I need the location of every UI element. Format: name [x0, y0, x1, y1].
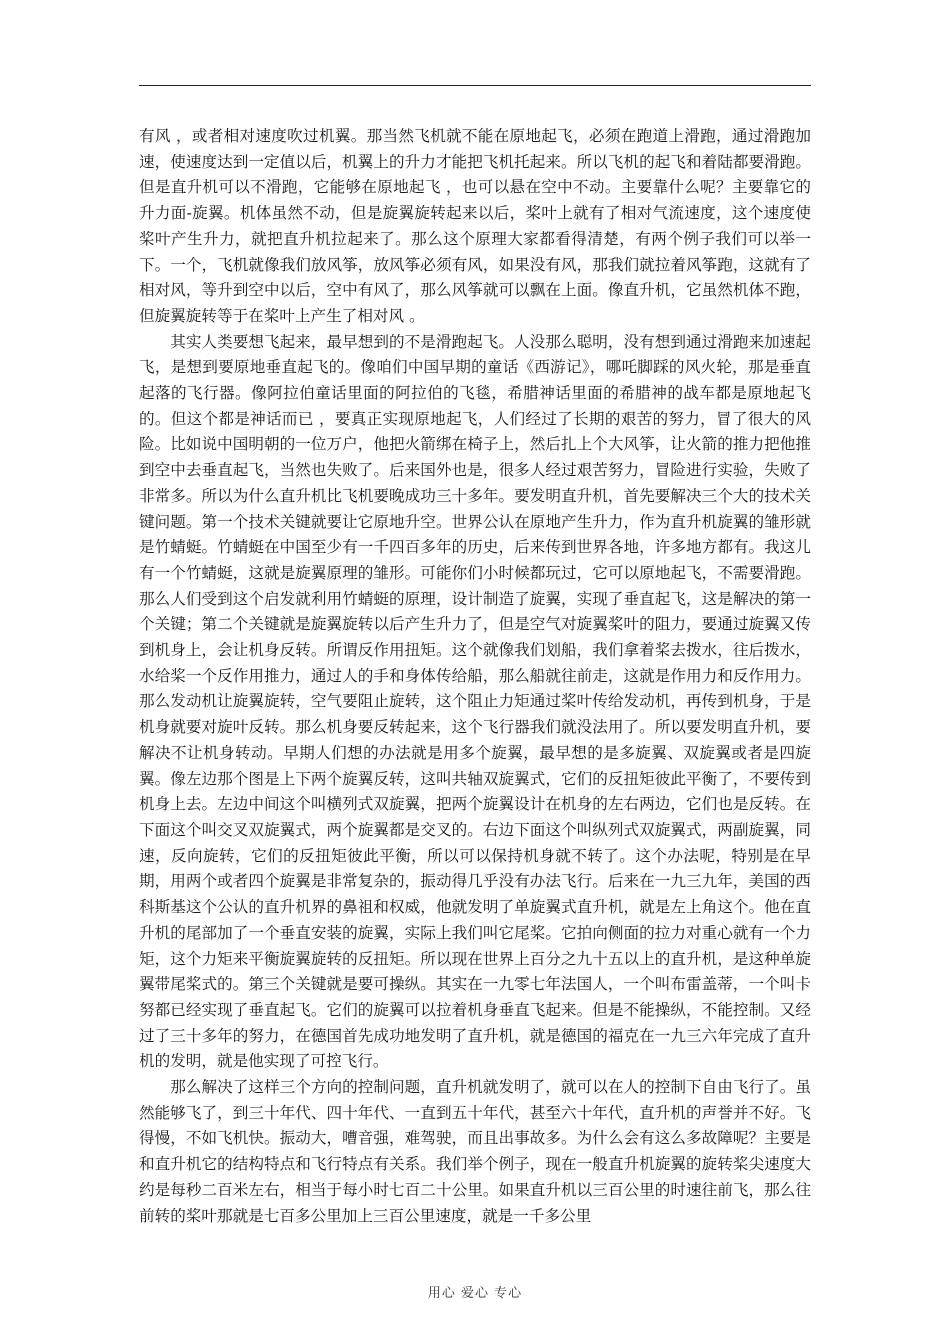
paragraph-2: 其实人类要想飞起来，最早想到的不是滑跑起飞。人没那么聪明，没有想到通过滑跑来加速起飞，是想到要原地垂直起飞的。像咱们中国早期的童话《西游记》，哪吒脚踩的风火轮，那是垂直起落的飞行器。像阿拉伯童话里面的阿拉伯的飞毯，希腊神话里面的希腊神的战车都是原地起飞的。但这个都是神话而已 ，要真正实现原地起飞，人们经过了长期的艰苦的努力，冒了很大的风险。比如说中国明朝的一位万户，他把火箭绑在椅子上，然后扎上个大风筝，让火箭的推力把他推到空中去垂直起飞，当然也失败了。后来国外也是，很多人经过艰苦努力，冒险进行实验，失败了非常多。所以为什么直升机比飞机要晚成功三十多年。要发明直升机，首先要解决三个大的技术关键问题。第一个技术关键就要让它原地升空。世界公认在原地产生升力，作为直升机旋翼的雏形就是竹蜻蜓。竹蜻蜓在中国至少有一千四百多年的历史，后来传到世界各地，许多地方都有。我这儿有一个竹蜻蜓，这就是旋翼原理的雏形。可能你们小时候都玩过，它可以原地起飞，不需要滑跑。那么人们受到这个启发就利用竹蜻蜓的原理，设计制造了旋翼，实现了垂直起飞，这是解决的第一个关键；第二个关键就是旋翼旋转以后产生升力了，但是空气对旋翼桨叶的阻力，要通过旋翼又传到机身上，会让机身反转。所谓反作用扭矩。这个就像我们划船，我们拿着桨去拨水，往后拨水，水给桨一个反作用推力，通过人的手和身体传给船，那么船就往前走，这就是作用力和反作用力。那么发动机让旋翼旋转，空气要阻止旋转，这个阻止力矩通过桨叶传给发动机，再传到机身，于是机身就要对旋叶反转。那么机身要反转起来，这个飞行器我们就没法用了。所以要发明直升机，要解决不让机身转动。早期人们想的办法就是用多个旋翼，最早想的是多旋翼、双旋翼或者是四旋翼。像左边那个图是上下两个旋翼反转，这叫共轴双旋翼式，它们的反扭矩彼此平衡了，不要传到机身上去。左边中间这个叫横列式双旋翼，把两个旋翼设计在机身的左右两边，它们也是反转。在下面这个叫交叉双旋翼式，两个旋翼都是交叉的。右边下面这个叫纵列式双旋翼式，两副旋翼，同速，反向旋转，它们的反扭矩彼此平衡，所以可以保持机身就不转了。这个办法呢，特别是在早期，用两个或者四个旋翼是非常复杂的，振动得几乎没有办法飞行。后来在一九三九年，美国的西科斯基这个公认的直升机界的鼻祖和权威，他就发明了单旋翼式直升机，就是左上角这个。他在直升机的尾部加了一个垂直安装的旋翼，实际上我们叫它尾桨。它拍向侧面的拉力对重心就有一个力矩，这个力矩来平衡旋翼旋转的反扭矩。所以现在世界上百分之九十五以上的直升机，是这种单旋翼带尾桨式的。第三个关键就是要可操纵。其实在一九零七年法国人，一个叫布雷盖蒂，一个叫卡努都已经实现了垂直起飞。它们的旋翼可以拉着机身垂直飞起来。但是不能操纵，不能控制。又经过了三十多年的努力，在德国首先成功地发明了直升机，就是德国的福克在一九三六年完成了直升机的发明，就是他实现了可控飞行。: [139, 332, 811, 1071]
paragraph-3: 那么解决了这样三个方向的控制问题，直升机就发明了，就可以在人的控制下自由飞行了。虽然能够飞了，到三十年代、四十年代、一直到五十年代，甚至六十年代，直升机的声誉并不好。飞得慢，不如飞机快。振动大，嘈音强，难驾驶，而且出事故多。为什么会有这么多故障呢？主要是和直升机它的结构特点和飞行特点有关系。我们举个例子，现在一般直升机旋翼的旋转桨尖速度大约是每秒二百米左右，相当于每小时七百二十公里。如果直升机以三百公里的时速往前飞，那么往前转的桨叶那就是七百多公里加上三百公里速度，就是一千多公里: [139, 1078, 811, 1225]
document-body: [139, 124, 811, 1229]
header-rule: [139, 85, 811, 86]
page-footer: 用心 爱心 专心: [427, 1286, 523, 1301]
paragraph-1: 有风 ，或者相对速度吹过机翼。那当然飞机就不能在原地起飞，必须在跑道上滑跑，通过滑跑加速，使速度达到一定值以后，机翼上的升力才能把飞机托起来。所以飞机的起飞和着陆都要滑跑。但是直升机可以不滑跑，它能够在原地起飞 ，也可以悬在空中不动。主要靠什么呢？主要靠它的升力面-旋翼。机体虽然不动，但是旋翼旋转起来以后，桨叶上就有了相对气流速度，这个速度使桨叶产生升力，就把直升机拉起来了。那么这个原理大家都看得清楚，有两个例子我们可以举一下。一个，飞机就像我们放风筝，放风筝必须有风，如果没有风，那我们就拉着风筝跑，这就有了相对风，等升到空中以后，空中有风了，那么风筝就可以飘在上面。像直升机，它虽然机体不跑，但旋翼旋转等于在桨叶上产生了相对风 。: [139, 127, 811, 325]
